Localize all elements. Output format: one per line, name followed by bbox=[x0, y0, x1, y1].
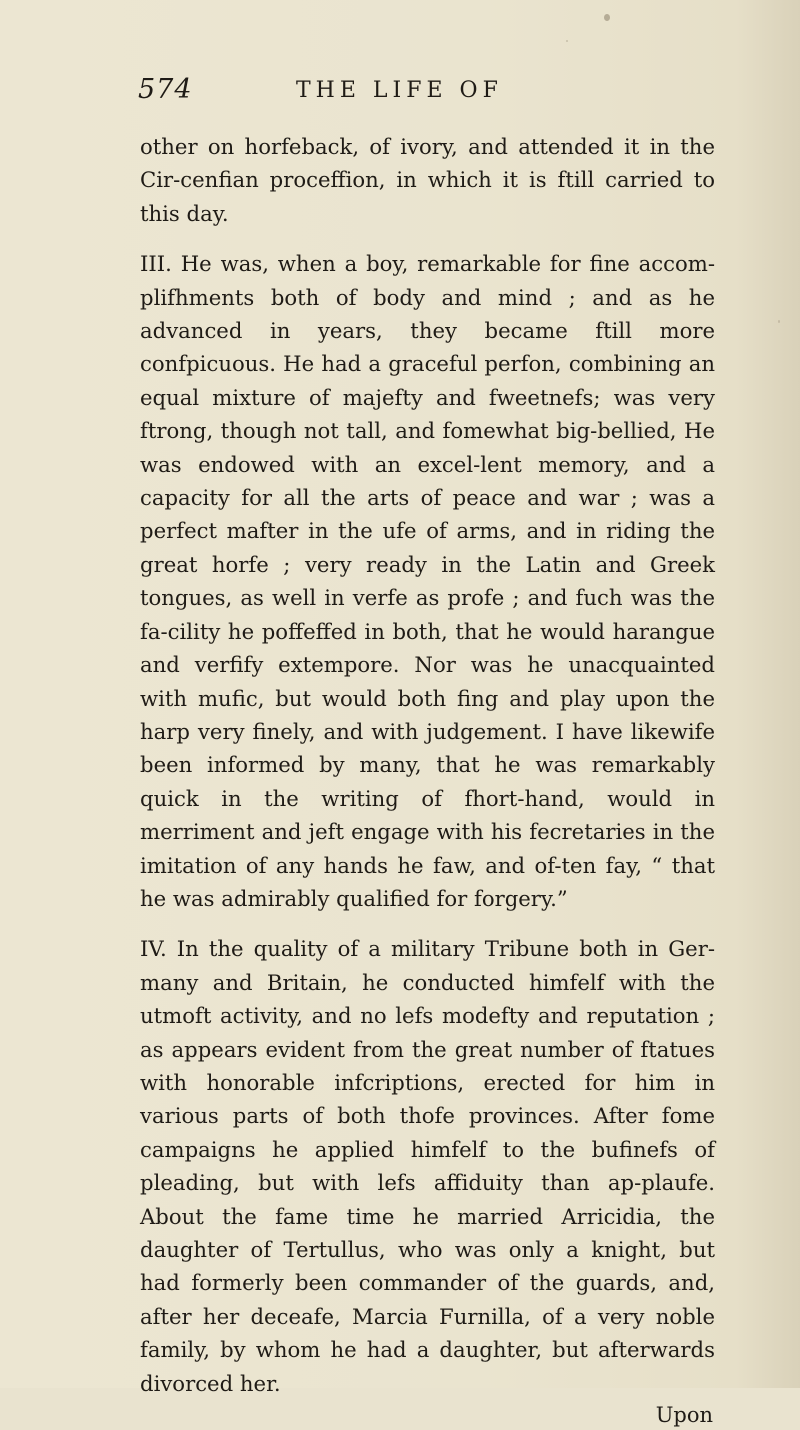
ink-speck bbox=[566, 40, 568, 42]
page-header bbox=[138, 74, 698, 114]
running-head: THE LIFE OF bbox=[296, 78, 503, 103]
ink-speck bbox=[604, 14, 610, 21]
ink-speck bbox=[778, 320, 780, 323]
catchword: Upon bbox=[655, 1403, 713, 1428]
paragraph-iv: IV. In the quality of a military Tribune both in Ger-many and Britain, he conducted himfelf with the utmoft activity, and no lefs modefty and reputation ; as appears evident from the great number of ftatues with honorable infcriptions, erected for him in various parts of both thofe provinces. After fome campaigns he applied himfelf to the bufinefs of pleading, but with lefs affiduity than ap-plaufe. About the fame time he married Arricidia, the daughter of Tertullus, who was only a knight, but had formerly been commander of the guards, and, after her deceafe, Marcia Furnilla, of a very noble family, by whom he had a daughter, but afterwards divorced her. bbox=[140, 936, 715, 1396]
paragraph-iii: III. He was, when a boy, remarkable for fine accom-plifhments both of body and mind ; and as he advanced in years, they became ftill more confpicuous. He had a graceful perfon, combining an equal mixture of majefty and fweetnefs; was very ftrong, though not tall, and fomewhat big-bellied, He was endowed with an excel-lent memory, and a capacity for all the arts of peace and war ; was a perfect mafter in the ufe of arms, and in riding the great horfe ; very ready in the Latin and Greek tongues, as well in verfe as profe ; and fuch was the fa-cility he poffeffed in both, that he would harangue and verfify extempore. Nor was he unacquainted with mufic, but would both fing and play upon the harp very finely, and with judgement. I have likewife been informed by many, that he was remarkably quick in the writing of fhort-hand, would in merriment and jeft engage with his fecretaries in the imitation of any hands he faw, and of-ten fay, “ that he was admirably qualified for forgery.” bbox=[140, 251, 715, 911]
page-number: 574 bbox=[138, 74, 193, 105]
paragraph-continuation: other on horfeback, of ivory, and attended it in the Cir-cenfian proceffion, in which it is ftill carried to this day. bbox=[140, 134, 715, 226]
body-text bbox=[140, 130, 715, 1430]
